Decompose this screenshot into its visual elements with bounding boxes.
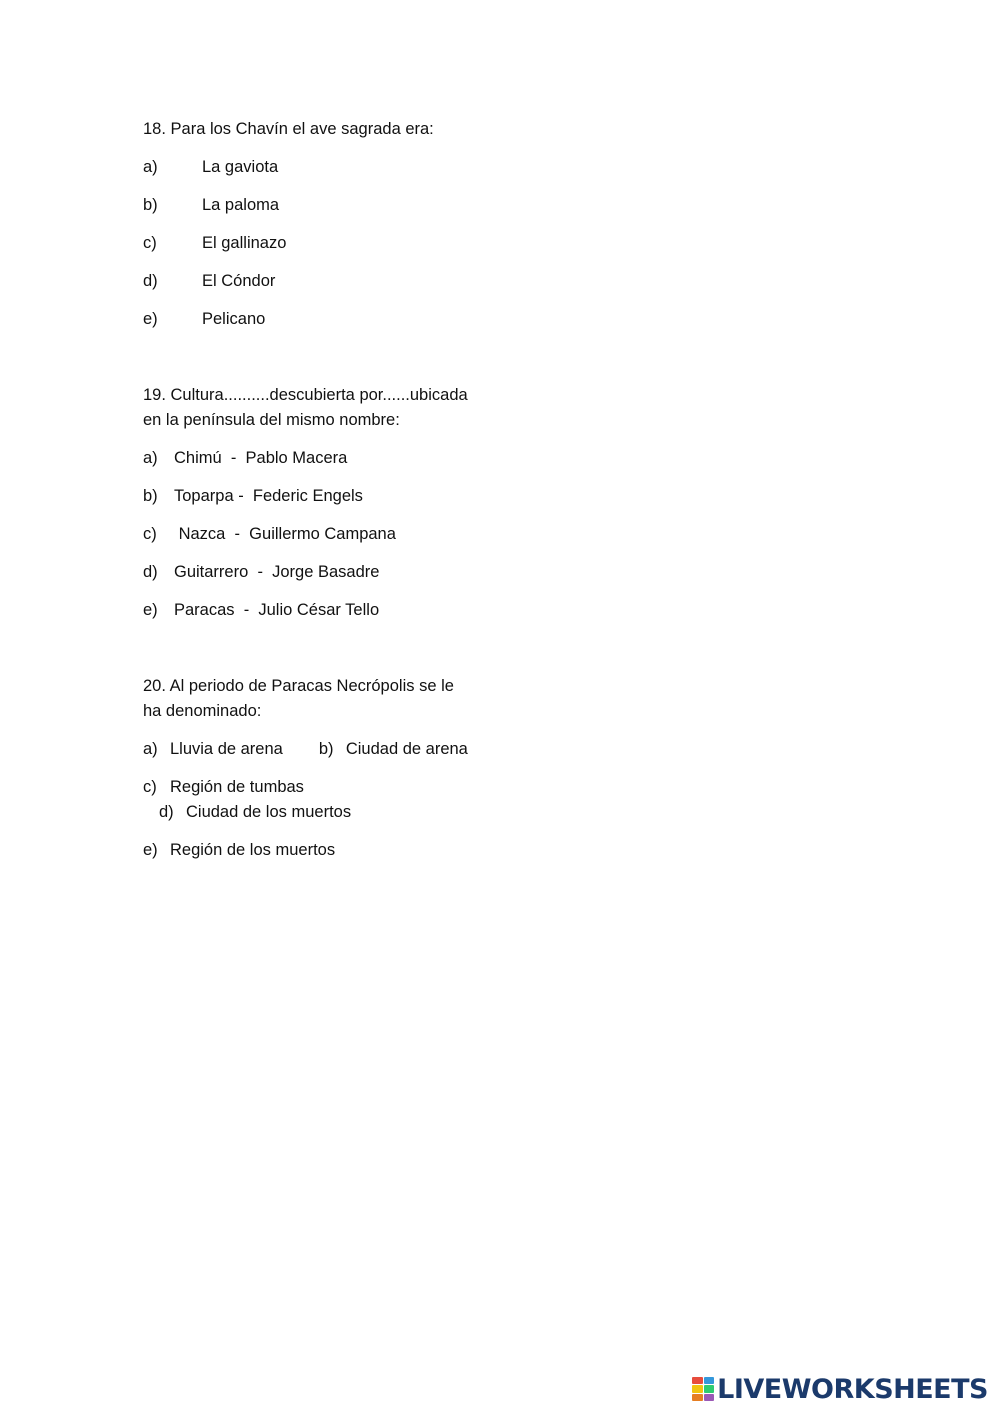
question-19-option-d[interactable] xyxy=(143,560,473,585)
brand-text: LIVEWORKSHEETS xyxy=(717,1373,988,1405)
question-20-option-a[interactable] xyxy=(143,740,283,758)
question-20 xyxy=(143,674,473,863)
option-text: Ciudad de los muertos xyxy=(186,803,352,821)
liveworksheets-brand xyxy=(692,1374,988,1404)
option-letter: c) xyxy=(143,234,157,252)
question-18-option-d[interactable] xyxy=(143,269,473,294)
option-letter: d) xyxy=(143,563,158,581)
liveworksheets-logo-icon xyxy=(692,1377,714,1401)
question-18-text: 18. Para los Chavín el ave sagrada era: xyxy=(143,120,434,138)
option-letter: e) xyxy=(143,841,158,859)
option-letter: b) xyxy=(318,740,334,758)
option-text: Ciudad de arena xyxy=(345,740,468,758)
option-text: Lluvia de arena xyxy=(170,740,283,758)
question-19-text: 19. Cultura..........descubierta por......ubicada en la península del mismo nombre: xyxy=(143,386,468,429)
question-18-option-b[interactable] xyxy=(143,193,473,218)
question-19-option-c[interactable] xyxy=(143,522,473,547)
question-19-option-a[interactable] xyxy=(143,446,473,471)
option-letter: c) xyxy=(143,778,157,796)
option-text: Región de los muertos xyxy=(170,841,336,859)
option-letter: c) xyxy=(143,525,157,543)
option-letter: b) xyxy=(143,196,158,214)
option-letter: b) xyxy=(143,487,158,505)
option-text: Toparpa - Federic Engels xyxy=(174,487,363,505)
option-text: Guitarrero - Jorge Basadre xyxy=(174,563,380,581)
question-19 xyxy=(143,383,473,623)
option-text: El Cóndor xyxy=(202,272,276,290)
option-text: La gaviota xyxy=(202,158,279,176)
option-letter: a) xyxy=(143,449,158,467)
option-text: Pelicano xyxy=(202,310,266,328)
option-text: Paracas - Julio César Tello xyxy=(174,601,380,619)
option-letter: e) xyxy=(143,601,158,619)
option-letter: d) xyxy=(159,803,174,821)
question-20-text: 20. Al periodo de Paracas Necrópolis se le ha denominado: xyxy=(143,677,454,720)
spacer xyxy=(143,345,473,383)
logo-block xyxy=(704,1377,715,1384)
spacer xyxy=(143,636,473,674)
question-20-option-b[interactable] xyxy=(319,737,468,762)
option-letter: a) xyxy=(143,158,158,176)
option-text: La paloma xyxy=(202,196,280,214)
question-19-option-e[interactable] xyxy=(143,598,473,623)
question-18-option-c[interactable] xyxy=(143,231,473,256)
option-letter: e) xyxy=(143,310,158,328)
question-20-option-e[interactable] xyxy=(143,838,473,863)
option-letter: a) xyxy=(143,740,158,758)
option-text: Nazca - Guillermo Campana xyxy=(174,525,396,543)
option-text: El gallinazo xyxy=(202,234,287,252)
question-20-options-row-1 xyxy=(143,737,473,762)
option-letter: d) xyxy=(143,272,158,290)
logo-block xyxy=(692,1377,703,1384)
question-18-option-e[interactable] xyxy=(143,307,473,332)
question-20-option-d[interactable] xyxy=(159,800,351,825)
questions-column xyxy=(143,117,473,876)
option-text: Región de tumbas xyxy=(170,778,304,796)
logo-block xyxy=(704,1385,715,1392)
question-18 xyxy=(143,117,473,332)
logo-block xyxy=(692,1385,703,1392)
question-19-option-b[interactable] xyxy=(143,484,473,509)
question-18-option-a[interactable] xyxy=(143,155,473,180)
question-20-options-row-2 xyxy=(143,775,473,825)
logo-block xyxy=(692,1394,703,1401)
option-text: Chimú - Pablo Macera xyxy=(174,449,348,467)
logo-block xyxy=(704,1394,715,1401)
question-20-option-c[interactable] xyxy=(143,778,304,796)
